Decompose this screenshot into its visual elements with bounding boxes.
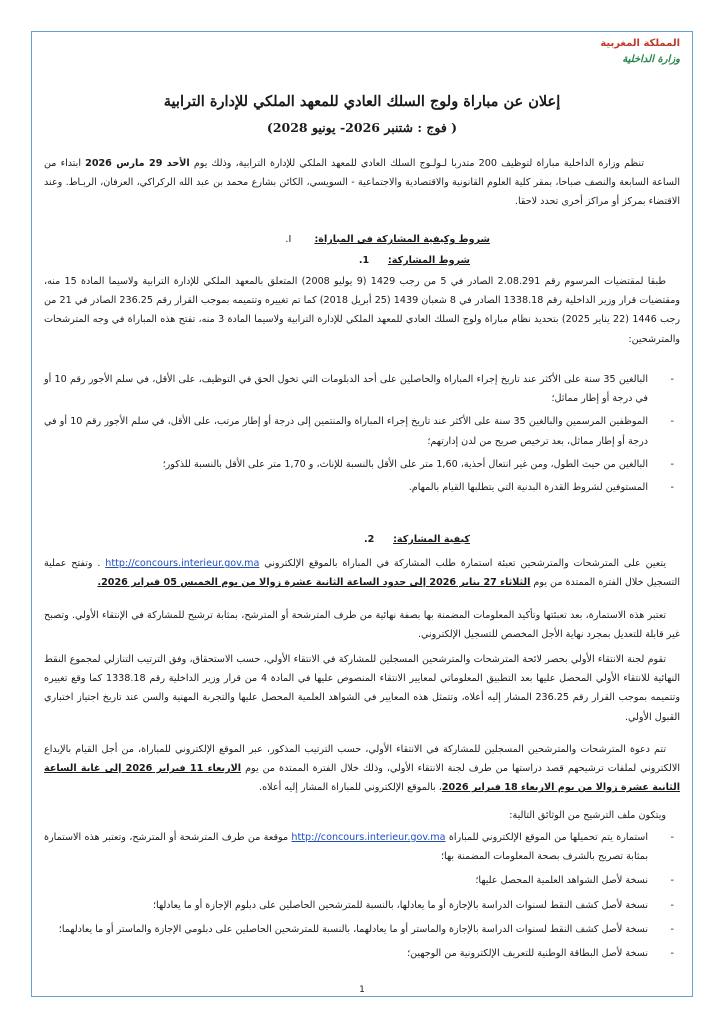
condition-text: الموظفين المرسمين والبالغين 35 سنة على الأكثر عند تاريخ إجراء المباراة والمنتمين إلى درجة أو إطار مرتب، على الأقل، في سلم الأجور رقم 10 أو في درجة أو إطار مماثل، بعد ترخيص صريح من لدن إدارتهم؛ bbox=[44, 416, 649, 447]
bullet-dash: - bbox=[670, 899, 674, 911]
subsection-1-number: 1. bbox=[358, 255, 370, 266]
bullet-dash: - bbox=[670, 482, 674, 494]
deposit-text-1: تتم دعوة المترشحات والمترشحين المسجلين للمشاركة في الانتقاء الأولي، حسب الترتيب المذكور، عبر الموقع الإلكتروني للمباراة، من أجل القيام بالإيداع الالكتروني لملفات ترشيحهم قصد دراستها من طرف لجنة الانتقاء الأولي، وذلك خلال الفترة الممتدة من يوم bbox=[44, 744, 680, 775]
conditions-text: طبقا لمقتضيات المرسوم رقم 2.08.291 الصادر في 5 من رجب 1429 (9 يوليو 2008) المتعلق بالمعهد الملكي للإدارة الترابية ولاسيما المادة 15 منه، ومقتضيات قرار وزير الداخلية رقم 1338.18 الصادر في 8 شعبان 1439 (25 أبريل 2018) كما تم تغييره وتتميمه بموجب القرار رقم 236.25 الصادر في 21 من رجب 1446 (22 يناير 2025) بتحديد نظام مباراة ولوج السلك العادي للمعهد الملكي للإدارة الترابية ولاسيما المادة 3 منه، تفتح هذه المباراة في وجه المترشحات والمترشحين: bbox=[44, 276, 681, 345]
documents-intro bbox=[44, 806, 680, 825]
bullet-dash: - bbox=[670, 374, 674, 385]
condition-text: البالغين من حيث الطول، ومن غير انتعال أحذية، 1,60 متر على الأقل بالنسبة للإناث، و 1,70 متر على الأقل بالنسبة للذكور؛ bbox=[162, 458, 648, 470]
list-item bbox=[44, 896, 680, 915]
subsection-2-title: كيفية المشاركة: bbox=[393, 534, 470, 545]
preselection-paragraph bbox=[44, 650, 680, 727]
issuer-header bbox=[600, 36, 680, 68]
intro-text-1: تنظم وزارة الداخلية مباراة لتوظيف 200 متدربا لـولـوج السلك العادي للمعهد الملكي للإدارة الترابية، وذلك يوم bbox=[189, 158, 644, 169]
preselection-text: تقوم لجنة الانتقاء الأولي بحصر لائحة المترشحات والمترشحين المسجلين للمشاركة في الانتقاء الأولي، حسب الاستحقاق، وفق الترتيب التنازلي لمجموع النقط النهائية للانتقاء الأولي المحصل عليها بعد التطبيق المعلوماتي لمعايير الانتقاء المنصوص عليها في المادة 4 من قرار وزير الداخلية رقم 1338.18 كما وقع تغييره وتتميمه بموجب القرار رقم 236.25 المشار إليه أعلاه، وتتمثل هذه المعايير في الشواهد العلمية المحصل عليها والتجربة المهنية والسن عند تاريخ اجتياز اختباري القبول الأولي. bbox=[44, 654, 681, 723]
intro-text-2: ابتداء من الساعة السابعة والنصف صباحا، بمقر كلية العلوم القانونية والاقتصادية والاجتماعية - السويسي، الكائن بشارع محمد بن عبد الله الركراكي، العرفان، الربـاط. وعند الاقتضاء بمركز أو مراكز أخرى تحدد لاحقا. bbox=[44, 158, 680, 208]
list-item bbox=[44, 370, 680, 408]
list-item bbox=[44, 412, 680, 450]
registration-period: الثلاثاء 27 يناير 2026 إلى حدود الساعة الثانية عشرة زوالا من يوم الخميس 05 فبراير 2026. bbox=[97, 577, 531, 589]
cohort-subtitle: ( فوج : شتنبر 2026- يونيو 2028) bbox=[266, 120, 458, 135]
bullet-dash: - bbox=[670, 875, 674, 887]
ministry-label: وزارة الداخلية bbox=[622, 54, 680, 65]
concours-link[interactable]: http://concours.interieur.gov.ma bbox=[291, 832, 446, 843]
documents-intro-text: ويتكون ملف الترشيح من الوثائق التالية: bbox=[509, 810, 666, 821]
section-1-number: I. bbox=[285, 234, 292, 245]
exam-date: الأحد 29 مارس 2026 bbox=[85, 158, 190, 169]
form-validation-paragraph bbox=[44, 606, 680, 644]
document-text-2: موقعة من طرف المترشحة أو المترشح، وتعتبر هذه الاستمارة بمثابة تصريح بالشرف بصحة المعلومات المضمنة بها؛ bbox=[44, 832, 648, 863]
registration-text-2: . وتفتح عملية التسجيل خلال الفترة الممتدة من يوم bbox=[44, 558, 680, 589]
bullet-dash: - bbox=[670, 416, 674, 428]
registration-text-1: يتعين على المترشحات والمترشحين تعبئة استمارة طلب المشاركة في المباراة بالموقع الإلكتروني bbox=[259, 558, 666, 569]
condition-text: البالغين 35 سنة على الأكثر عند تاريخ إجراء المباراة والحاصلين على أحد الدبلومات التي تخول الحق في التوظيف، على الأقل، في سلم الأجور رقم 10 أو في درجة أو إطار مماثل؛ bbox=[44, 374, 648, 405]
deposit-period: الاربعاء 11 فبراير 2026 إلى غاية الساعة الثانية عشرة زوالا من يوم الاربعاء 18 فبراير 2026 bbox=[44, 763, 680, 794]
intro-paragraph bbox=[44, 154, 680, 212]
kingdom-label: المملكة المغربية bbox=[600, 38, 680, 49]
subsection-2-heading bbox=[44, 530, 680, 549]
condition-text: المستوفين لشروط القدرة البدنية التي يتطلبها القيام بالمهام. bbox=[408, 482, 648, 494]
conditions-paragraph bbox=[44, 272, 680, 349]
page-number: 1 bbox=[359, 985, 365, 995]
document-title: إعلان عن مباراة ولوج السلك العادي للمعهد الملكي للإدارة الترابية bbox=[163, 93, 561, 110]
document-text: نسخة لأصل الشواهد العلمية المحصل عليها؛ bbox=[475, 875, 648, 887]
section-1-heading bbox=[44, 230, 680, 249]
list-item bbox=[44, 920, 680, 939]
bullet-dash: - bbox=[670, 458, 674, 470]
document-text: نسخة لأصل كشف النقط لسنوات الدراسة بالإجازة أو ما يعادلها، بالنسبة للمترشحين الحاصلين على دبلوم الإجازة أو ما يعادلها؛ bbox=[152, 899, 648, 911]
list-item bbox=[44, 944, 680, 963]
list-item bbox=[44, 478, 680, 497]
conditions-list bbox=[44, 370, 680, 497]
list-item bbox=[44, 828, 680, 866]
subsection-2-number: 2. bbox=[364, 534, 375, 545]
bullet-dash: - bbox=[670, 832, 674, 843]
document-text: نسخة لأصل البطاقة الوطنية للتعريف الإلكترونية من الوجهين؛ bbox=[407, 948, 648, 960]
bullet-dash: - bbox=[670, 948, 674, 960]
registration-paragraph bbox=[44, 554, 680, 592]
document-text: نسخة لأصل كشف النقط لسنوات الدراسة بالإجازة والماستر أو ما يعادلهما، بالنسبة للمترشحين الحاصلين على دبلومي الإجازة والماستر أو ما يعادلهما؛ bbox=[58, 923, 648, 935]
concours-link[interactable]: http://concours.interieur.gov.ma bbox=[105, 558, 260, 569]
subsection-1-title: شروط المشاركة: bbox=[387, 255, 470, 266]
documents-list bbox=[44, 828, 680, 963]
list-item bbox=[44, 455, 680, 474]
document-text-1: استمارة يتم تحميلها من الموقع الإلكتروني للمباراة bbox=[445, 832, 648, 843]
deposit-text-2: ، بالموقع الإلكتروني للمباراة المشار إليه أعلاه. bbox=[259, 782, 442, 794]
section-1-title: شروط وكيفية المشاركة في المباراة: bbox=[314, 234, 490, 245]
list-item bbox=[44, 871, 680, 890]
deposit-paragraph bbox=[44, 740, 680, 798]
subsection-1-heading bbox=[44, 251, 680, 270]
form-validation-text: تعتبر هذه الاستمارة، بعد تعبئتها وتأكيد المعلومات المضمنة بها بصفة نهائية من طرف المترشحة أو المترشح، بمثابة ترشيح للمشاركة في الإنتقاء الأولي. وتصبح غير قابلة للتعديل بمجرد نهاية الأجل المخصص للتسجيل الإلكتروني. bbox=[44, 610, 680, 641]
bullet-dash: - bbox=[670, 923, 674, 935]
